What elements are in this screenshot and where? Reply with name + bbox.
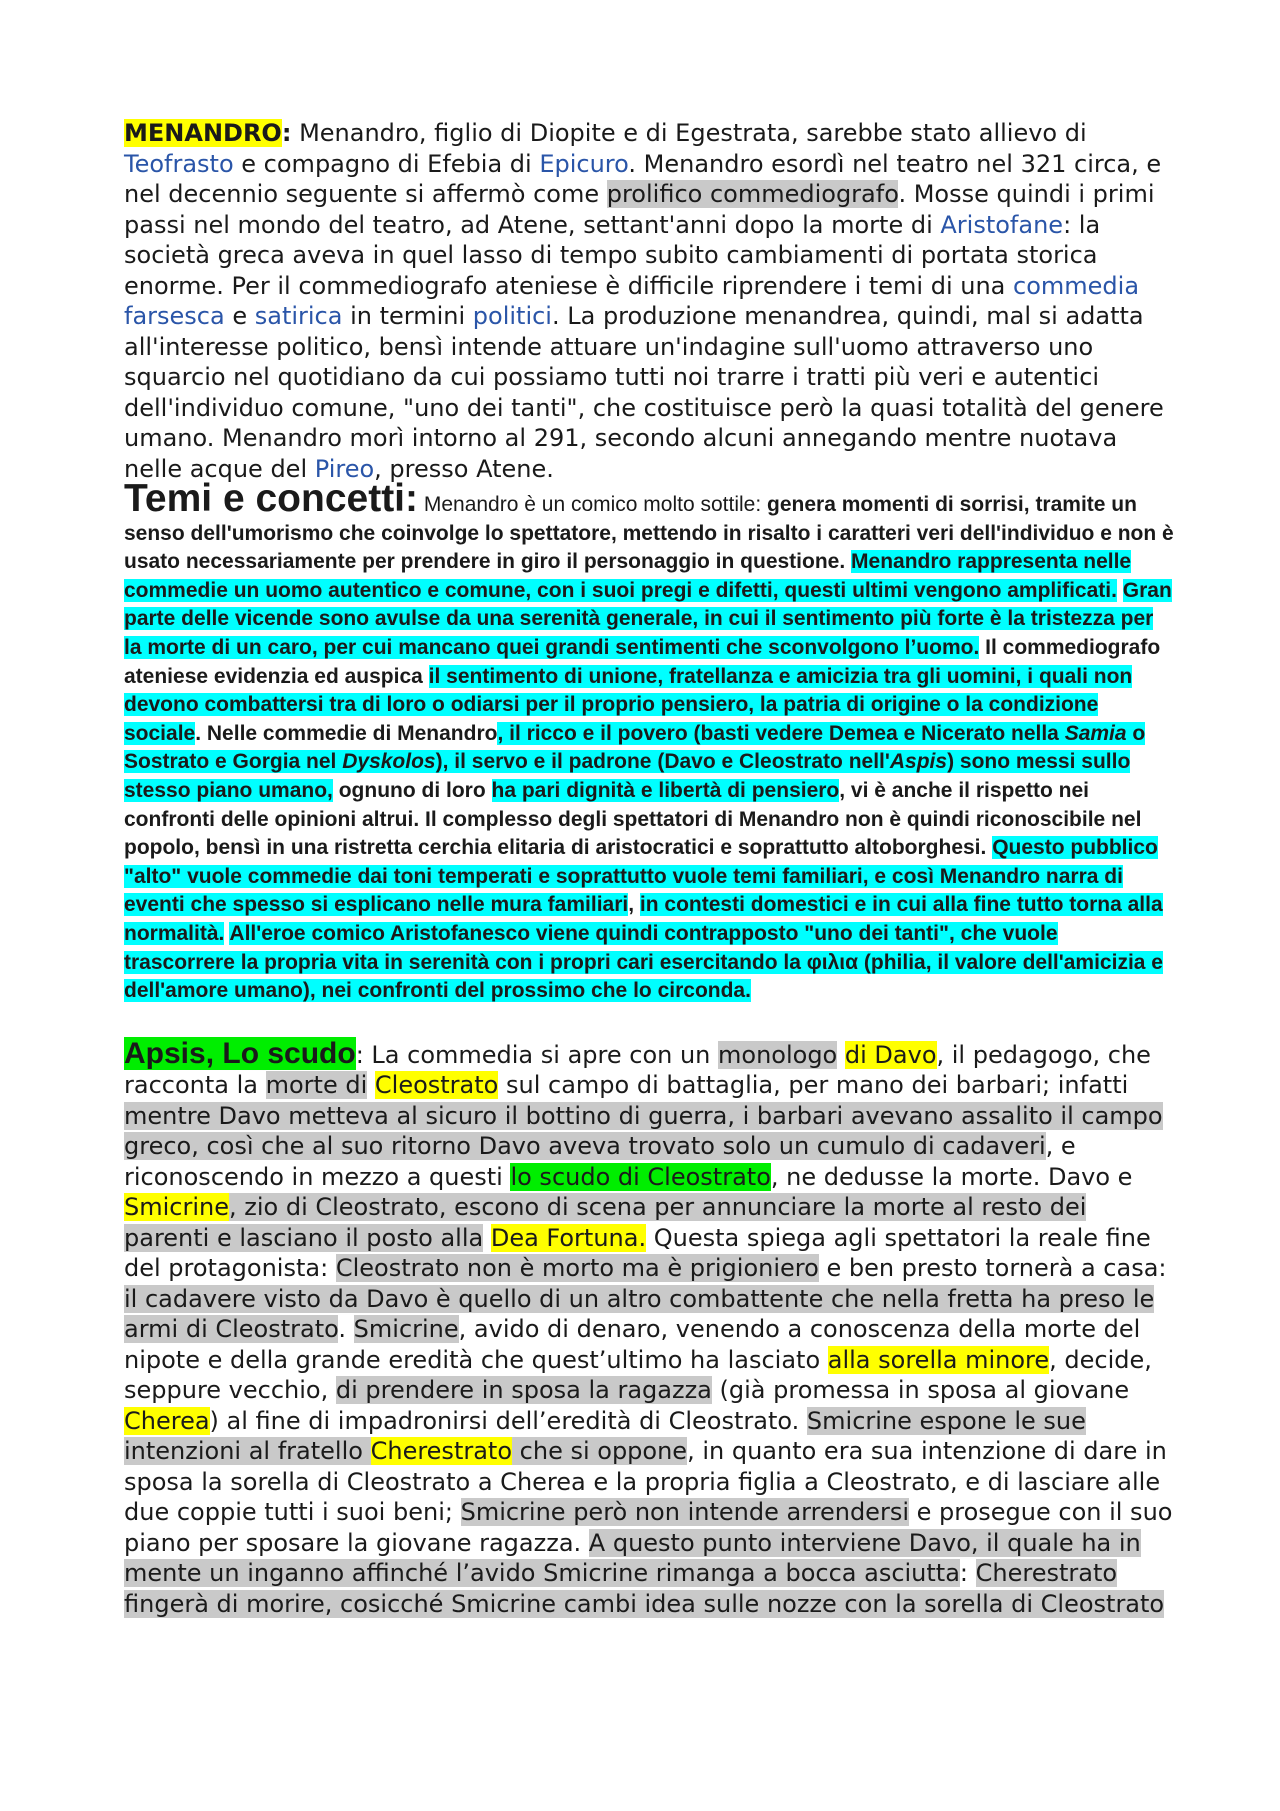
text: ), il servo e il padrone (Davo e Cleostrato nell' [435, 750, 890, 774]
text: . [338, 1315, 354, 1344]
text [367, 1071, 375, 1099]
highlight-yellow: Smicrine [124, 1193, 229, 1222]
highlight-yellow: Cherea [124, 1406, 210, 1435]
section-title-apsis: Apsis, Lo scudo [124, 1036, 356, 1070]
highlight-grey: il cadavere visto da Davo è quello di un altro combattente che nella fretta ha preso le armi di Cleostrato [124, 1284, 1155, 1344]
text: Menandro, figlio di Diopite e di Egestrata, sarebbe stato allievo di [291, 119, 1087, 147]
text: , [628, 893, 640, 917]
document-page [124, 118, 1174, 1619]
title-aspis: Aspis [889, 750, 948, 774]
link-teofrasto[interactable]: Teofrasto [124, 149, 234, 178]
text: , presso Atene. [374, 454, 554, 483]
text: genera momenti di sorrisi, tramite un senso dell'umorismo che coinvolge lo spettatore, mettendo in risalto i caratteri veri dell'individuo e non è usato necessariamente per prendere in giro il personaggio in questione. [124, 493, 1174, 574]
link-satirica[interactable]: satirica [254, 302, 343, 330]
highlight-grey: Smicrine però non intende arrendersi [460, 1498, 909, 1527]
text: . Nelle commedie di Menandro [195, 721, 498, 745]
text: Menandro è un comico molto sottile: [418, 493, 768, 516]
text: , in quanto era sua intenzione di dare in sposa la sorella di Cleostrato a Cherea e la propria figlia a Cleostrato, e di lasciare alle due coppie tutti i suoi beni; [124, 1437, 1167, 1527]
highlight-yellow: alla sorella minore [827, 1345, 1050, 1374]
text [837, 1041, 845, 1069]
highlight-grey: A questo punto interviene Davo, il quale ha in mente un inganno affinché l’avido Smicrine rimanga a bocca asciutta [124, 1528, 1141, 1588]
text: sul campo di battaglia, per mano dei barbari; infatti [498, 1071, 1129, 1100]
text: : la società greca aveva in quel lasso di tempo subito cambiamenti di portata storica enorme. Per il commediografo ateniese è difficile riprendere i temi di una [124, 210, 1101, 300]
text: . Mosse quindi i primi passi nel mondo del teatro, ad Atene, settant'anni dopo la morte di [124, 180, 1155, 239]
text: : [959, 1559, 976, 1588]
text: , il pedagogo, che racconta la [124, 1040, 1151, 1100]
highlight-grey: Smicrine [353, 1315, 459, 1344]
text: e prosegue con il suo piano per sposare la giovane ragazza. [124, 1498, 1173, 1557]
text [512, 1437, 520, 1465]
highlight-grey: Cherestrato fingerà di morire, cosicché Smicrine cambi idea sulle nozze con la sorella di Cleostrato [124, 1559, 1165, 1618]
highlight-cyan: Questo pubblico "alto" vuole commedie dai toni temperati e soprattutto vuole temi familiari, e così Menandro narra di eventi che spesso si esplicano nelle mura familiari [124, 836, 1158, 917]
highlight-yellow: Cleostrato [374, 1071, 499, 1100]
link-epicuro[interactable]: Epicuro [539, 149, 629, 178]
highlight-yellow: Cherestrato [370, 1437, 513, 1466]
link-politici[interactable]: politici [472, 302, 552, 330]
highlight-grey: monologo [718, 1040, 838, 1069]
text [363, 1437, 371, 1465]
section-title-temi: Temi e concetti: [124, 477, 419, 520]
text [483, 1224, 491, 1252]
highlight-cyan: All'eroe comico Aristofanesco viene quindi contrapposto "uno dei tanti", che vuole trascorrere la propria vita in serenità con i propri cari esercitando la φιλια (philia, il valore dell'amicizia e dell'amore umano), nei confronti del prossimo che lo circonda. [124, 921, 1163, 1003]
text: ) sono messi sullo stesso piano umano, [124, 750, 1131, 802]
highlight-cyan: Gran parte delle vicende sono avulse da una serenità generale, in cui il sentimento più forte è la tristezza per la morte di un caro, per cui mancano quei grandi sentimenti che sconvolgono l’uomo. [124, 578, 1172, 659]
highlight-cyan: Menandro rappresenta nelle commedie un uomo autentico e comune, con i suoi pregi e difetti, questi ultimi vengono amplificati. [124, 550, 1132, 602]
text: e [224, 302, 255, 330]
highlight-green: lo scudo di Cleostrato [510, 1162, 771, 1191]
highlight-grey: morte di [265, 1071, 368, 1100]
text: , vi è anche il rispetto nei confronti delle opinioni altrui. Il complesso degli spettatori di Menandro non è quindi riconoscibile nel popolo, bensì in una ristretta cerchia elitaria di aristocratici e soprattutto altoborghesi. [124, 778, 1142, 860]
text: , ne dedusse la morte. Davo e [770, 1162, 1133, 1191]
highlight-cyan: ha pari dignità e libertà di pensiero [491, 778, 840, 802]
text: e compagno di Efebia di [233, 149, 540, 178]
text: : La commedia si apre con un [355, 1040, 719, 1069]
text: (già promessa in sposa al giovane [711, 1376, 1130, 1405]
highlight-grey: Cleostrato non è morto ma è prigioniero [335, 1254, 819, 1283]
title-dyskolos: Dyskolos [342, 750, 436, 774]
highlight-prolifico: prolifico commediografo [606, 180, 899, 208]
highlight-grey: Smicrine espone le sue intenzioni al fratello [124, 1406, 1086, 1466]
highlight-grey: di prendere in sposa la ragazza [335, 1376, 712, 1405]
text: , avido di denaro, venendo a conoscenza della morte del nipote e della grande eredità che quest’ultimo ha lasciato [124, 1315, 1141, 1374]
link-aristofane[interactable]: Aristofane [940, 210, 1064, 239]
highlight-cyan: in contesti domestici e in cui alla fine tutto torna alla normalità. [124, 893, 1163, 945]
text: in termini [342, 302, 473, 330]
title-samia: Samia [1064, 721, 1127, 745]
text: ognuno di loro [332, 778, 492, 802]
text: , e riconoscendo in mezzo a questi [124, 1132, 1076, 1191]
text [1117, 579, 1123, 602]
highlight-cyan: il sentimento di unione, fratellanza e amicizia tra gli uomini, i quali non devono combattersi tra di loro o odiarsi per il proprio pensiero, la patria di origine o la condizione sociale [124, 664, 1133, 745]
paragraph-apsis [124, 1036, 1174, 1620]
highlight-grey: , zio di Cleostrato, escono di scena per annunciare la morte al resto dei parenti e lasciano il posto alla [124, 1193, 1087, 1252]
paragraph-temi [124, 477, 1174, 1006]
link-commedia-farsesca[interactable]: commedia farsesca [124, 271, 1140, 330]
text: Il commediografo ateniese evidenzia ed auspica [124, 635, 1161, 688]
section-title-menandro: MENANDRO [124, 119, 282, 147]
text: . Menandro esordì nel teatro nel 321 circa, e nel decennio seguente si affermò come [124, 149, 1162, 208]
text: o Sostrato e Gorgia nel [124, 721, 1146, 774]
highlight-yellow: di Davo [844, 1040, 937, 1069]
link-pireo[interactable]: Pireo [314, 454, 375, 483]
text: , decide, seppure vecchio, [124, 1345, 1152, 1405]
text: ) al fine di impadronirsi dell’eredità di Cleostrato. [209, 1406, 807, 1435]
paragraph-menandro [124, 118, 1174, 484]
title-colon: : [281, 119, 292, 147]
text: Questa spiega agli spettatori la reale fine del protagonista: [124, 1223, 1151, 1283]
text: , il ricco e il povero (basti vedere Demea e Nicerato nella [497, 721, 1065, 745]
text: e ben presto tornerà a casa: [818, 1254, 1167, 1283]
highlight-grey: mentre Davo metteva al sicuro il bottino di guerra, i barbari avevano assalito il campo greco, così che al suo ritorno Davo aveva trovato solo un cumulo di cadaveri [124, 1101, 1163, 1161]
highlight-yellow: Dea Fortuna. [490, 1223, 647, 1252]
text: . La produzione menandrea, quindi, mal si adatta all'interesse politico, bensì intende attuare un'indagine sull'uomo attraverso uno squarcio nel quotidiano da cui possiamo tutti noi trarre i tratti più veri e autentici dell'individuo comune, "uno dei tanti", che costituisce però la quasi totalità del genere umano. Menandro morì intorno al 291, secondo alcuni annegando mentre nuotava nelle acque del [124, 302, 1164, 483]
highlight-grey: che si oppone [519, 1437, 688, 1466]
